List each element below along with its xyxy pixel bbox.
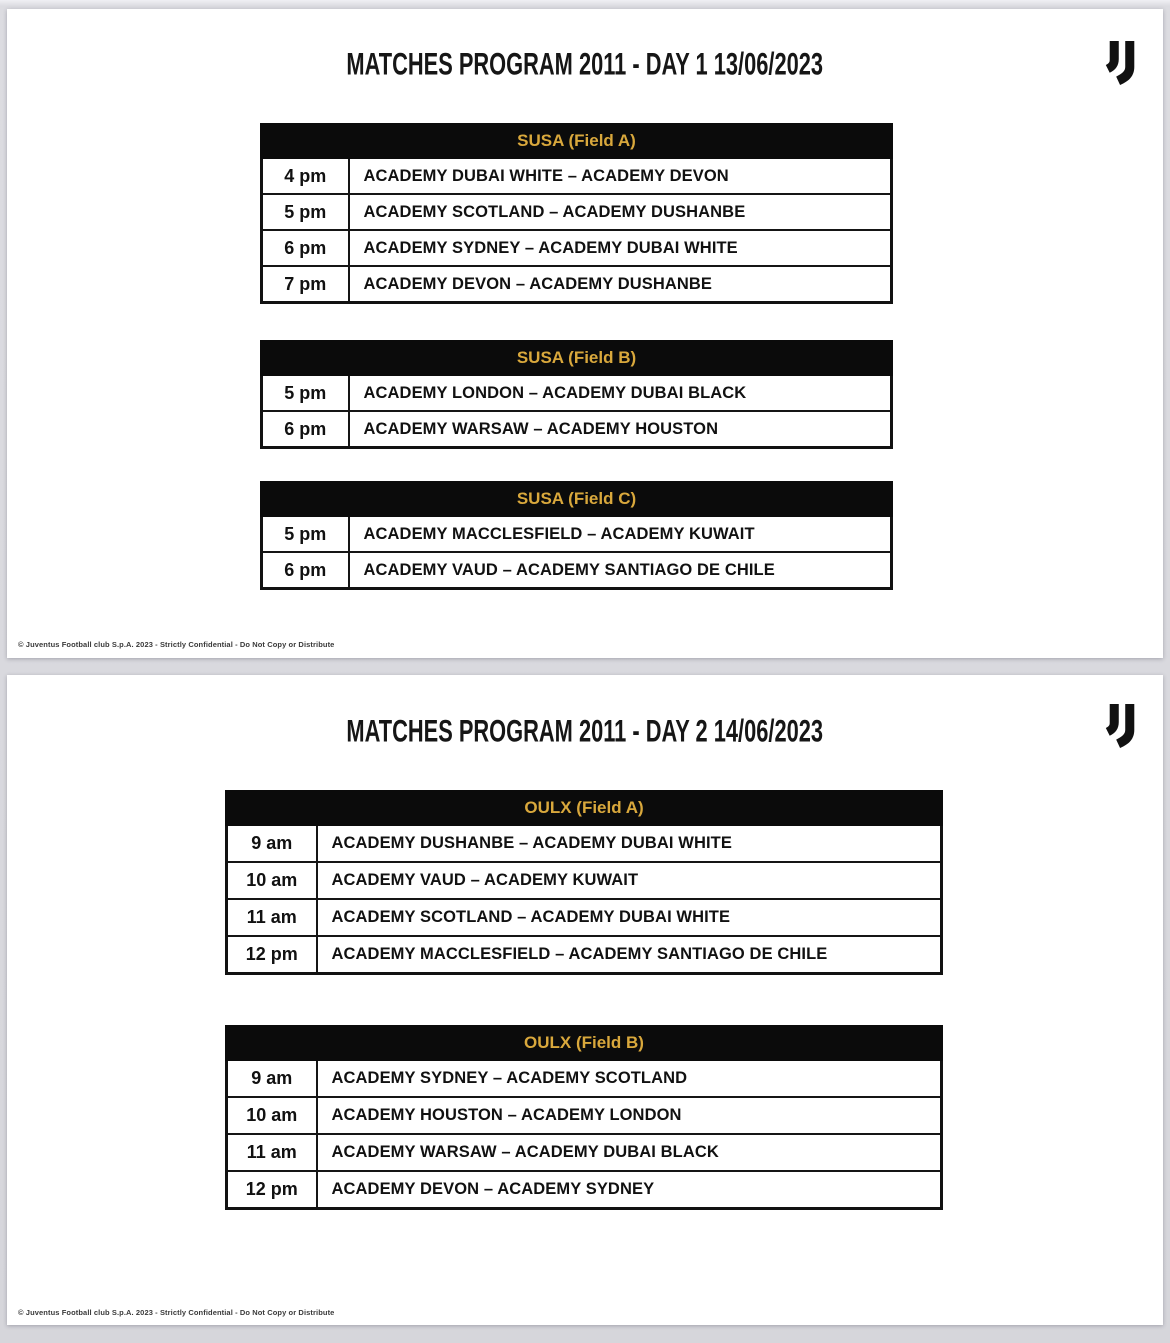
- match-teams: ACADEMY HOUSTON – ACADEMY LONDON: [317, 1097, 942, 1134]
- match-teams: ACADEMY WARSAW – ACADEMY DUBAI BLACK: [317, 1134, 942, 1171]
- juventus-logo-icon: [1103, 41, 1141, 85]
- page-title: [7, 712, 1163, 749]
- copyright-footer: © Juventus Football club S.p.A. 2023 - Strictly Confidential - Do Not Copy or Distribute: [18, 1308, 335, 1317]
- match-time: 9 am: [227, 825, 317, 863]
- match-time: 5 pm: [262, 375, 349, 412]
- schedule-table-susa-field-a: [260, 123, 893, 304]
- match-teams: ACADEMY MACCLESFIELD – ACADEMY KUWAIT: [349, 516, 892, 553]
- match-teams: ACADEMY SYDNEY – ACADEMY SCOTLAND: [317, 1060, 942, 1098]
- match-time: 12 pm: [227, 1171, 317, 1209]
- table-row: [227, 825, 942, 863]
- match-time: 11 am: [227, 899, 317, 936]
- table-row: [262, 158, 892, 195]
- table-row: [262, 516, 892, 553]
- table-row: [227, 1134, 942, 1171]
- table-row: [262, 552, 892, 589]
- schedule-table-oulx-field-b: [225, 1025, 943, 1210]
- match-teams: ACADEMY SCOTLAND – ACADEMY DUBAI WHITE: [317, 899, 942, 936]
- match-teams: ACADEMY DUSHANBE – ACADEMY DUBAI WHITE: [317, 825, 942, 863]
- page-title-text: MATCHES PROGRAM 2011 - DAY 2 14/06/2023: [346, 712, 824, 749]
- match-teams: ACADEMY VAUD – ACADEMY KUWAIT: [317, 862, 942, 899]
- match-time: 5 pm: [262, 516, 349, 553]
- match-teams: ACADEMY SCOTLAND – ACADEMY DUSHANBE: [349, 194, 892, 230]
- match-time: 6 pm: [262, 411, 349, 448]
- match-time: 10 am: [227, 862, 317, 899]
- table-header: SUSA (Field B): [262, 342, 892, 375]
- match-teams: ACADEMY DUBAI WHITE – ACADEMY DEVON: [349, 158, 892, 195]
- juventus-logo-icon: [1103, 704, 1141, 748]
- match-teams: ACADEMY VAUD – ACADEMY SANTIAGO DE CHILE: [349, 552, 892, 589]
- schedule-table-oulx-field-a: [225, 790, 943, 975]
- table-row: [262, 266, 892, 303]
- match-time: 5 pm: [262, 194, 349, 230]
- match-teams: ACADEMY WARSAW – ACADEMY HOUSTON: [349, 411, 892, 448]
- match-teams: ACADEMY LONDON – ACADEMY DUBAI BLACK: [349, 375, 892, 412]
- schedule-table-susa-field-b: [260, 340, 893, 449]
- table-row: [262, 411, 892, 448]
- match-teams: ACADEMY DEVON – ACADEMY DUSHANBE: [349, 266, 892, 303]
- table-header: OULX (Field B): [227, 1027, 942, 1060]
- match-time: 10 am: [227, 1097, 317, 1134]
- table-row: [227, 899, 942, 936]
- table-row: [262, 230, 892, 266]
- table-row: [227, 1097, 942, 1134]
- table-row: [227, 1060, 942, 1098]
- match-teams: ACADEMY MACCLESFIELD – ACADEMY SANTIAGO DE CHILE: [317, 936, 942, 974]
- schedule-table-susa-field-c: [260, 481, 893, 590]
- table-header: OULX (Field A): [227, 792, 942, 825]
- match-time: 4 pm: [262, 158, 349, 195]
- table-header: SUSA (Field A): [262, 125, 892, 158]
- match-teams: ACADEMY SYDNEY – ACADEMY DUBAI WHITE: [349, 230, 892, 266]
- page-title-text: MATCHES PROGRAM 2011 - DAY 1 13/06/2023: [346, 45, 824, 82]
- table-row: [227, 862, 942, 899]
- table-row: [227, 1171, 942, 1209]
- match-time: 9 am: [227, 1060, 317, 1098]
- table-row: [262, 375, 892, 412]
- table-row: [262, 194, 892, 230]
- table-row: [227, 936, 942, 974]
- match-time: 7 pm: [262, 266, 349, 303]
- table-header: SUSA (Field C): [262, 483, 892, 516]
- match-time: 6 pm: [262, 552, 349, 589]
- page-day1: [7, 9, 1163, 658]
- page-day2: [7, 675, 1163, 1325]
- match-time: 11 am: [227, 1134, 317, 1171]
- match-teams: ACADEMY DEVON – ACADEMY SYDNEY: [317, 1171, 942, 1209]
- match-time: 12 pm: [227, 936, 317, 974]
- page-title: [7, 45, 1163, 82]
- copyright-footer: © Juventus Football club S.p.A. 2023 - Strictly Confidential - Do Not Copy or Distribute: [18, 640, 335, 649]
- match-time: 6 pm: [262, 230, 349, 266]
